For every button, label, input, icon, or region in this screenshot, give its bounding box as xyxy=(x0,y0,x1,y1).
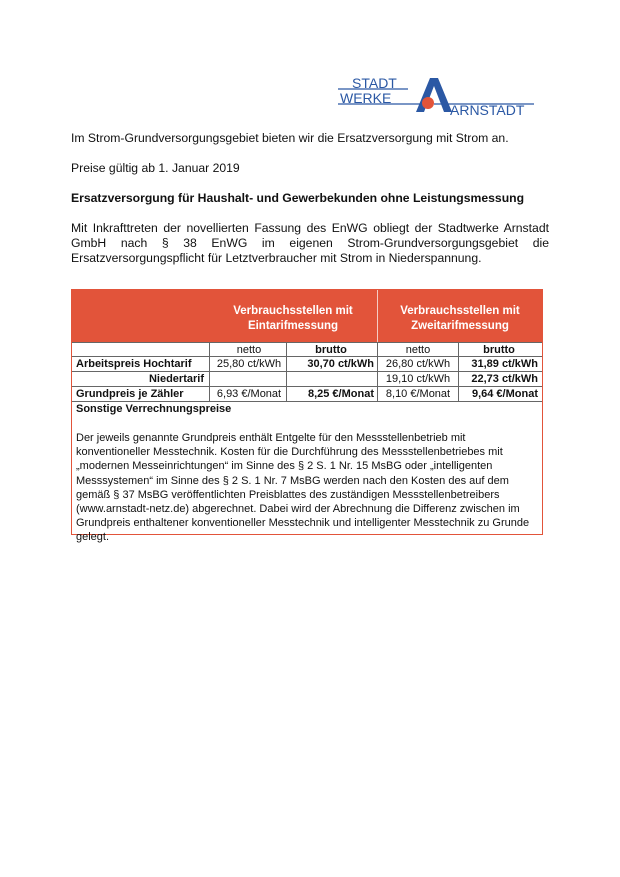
section-heading: Ersatzversorgung für Haushalt- und Gewerbekunden ohne Leistungsmessung xyxy=(71,191,525,205)
table-header xyxy=(72,290,542,342)
price-table xyxy=(71,289,543,544)
value-cell: 8,10 €/Monat xyxy=(385,388,451,400)
column-divider xyxy=(286,342,287,402)
price-note: Der jeweils genannte Grundpreis enthält Entgelte für den Messstellenbetrieb mit konventioneller Messtechnik. Kosten für die Durchführung des Messstellenbetriebes mit „modernen Messeinrichtungen“ im Sinne des § 2 S. 1 Nr. 15 MsBG oder „intelligenten Messsystemen“ im Sinne des § 2 S. 1 Nr. 7 MsBG werden nach den Kosten des auf dem gemäß § 37 MsBG veröffentlichten Preisblattes des zuständigen Messstellenbetreibers (www.arnstadt-netz.de) abgerechnet. Dabei wird der Abrechnung die Differenz zwischen im Grundpreis enthaltener konventioneller Messtechnik und intelligenter Messtechnik zu Grunde gelegt. xyxy=(76,432,530,544)
value-cell: 9,64 €/Monat xyxy=(471,388,538,400)
table-row xyxy=(72,357,542,372)
value-cell: 19,10 ct/kWh xyxy=(385,373,451,385)
column-divider xyxy=(458,342,459,402)
value-cell: 30,70 ct/kWh xyxy=(307,358,374,370)
sub-netto-1: netto xyxy=(236,344,262,356)
sub-netto-2: netto xyxy=(405,344,431,356)
column-divider xyxy=(377,342,378,402)
valid-from-text: Preise gültig ab 1. Januar 2019 xyxy=(71,161,240,175)
intro-text: Im Strom-Grundversorgungsgebiet bieten wir die Ersatzversorgung mit Strom an. xyxy=(71,131,509,145)
sub-brutto-2: brutto xyxy=(483,344,515,356)
logo-text-werke: WERKE xyxy=(340,90,392,106)
subheader-row xyxy=(72,342,542,357)
value-cell: 8,25 €/Monat xyxy=(307,388,374,400)
logo-graphic xyxy=(338,76,534,116)
value-cell: 22,73 ct/kWh xyxy=(471,373,538,385)
table-row xyxy=(72,372,542,387)
stadtwerke-logo xyxy=(338,76,534,116)
other-prices-title: Sonstige Verrechnungspreise xyxy=(76,403,232,415)
row-label: Grundpreis je Zähler xyxy=(76,388,184,400)
row-label: Arbeitspreis Hochtarif xyxy=(76,358,192,370)
description-paragraph: Mit Inkrafttreten der novellierten Fassung des EnWG obliegt der Stadtwerke Arnstadt GmbH nach § 38 EnWG im eigenen Strom-Grundversorgungsgebiet die Ersatzversorgungspflicht für Letztverbraucher mit Strom in Niederspannung. xyxy=(71,221,549,265)
value-cell: 26,80 ct/kWh xyxy=(385,358,451,370)
header-eintarif: Verbrauchsstellen mit Eintarifmessung xyxy=(233,305,353,332)
value-cell xyxy=(288,372,374,386)
value-cell: 25,80 ct/kWh xyxy=(216,358,282,370)
column-divider xyxy=(209,342,210,402)
row-label: Niedertarif xyxy=(148,373,204,385)
sub-brutto-1: brutto xyxy=(315,344,347,356)
logo-text-stadt: STADT xyxy=(352,76,397,91)
table-row xyxy=(72,387,542,402)
header-zweitarif: Verbrauchsstellen mit Zweitarifmessung xyxy=(400,305,520,332)
value-cell xyxy=(212,372,286,386)
value-cell: 31,89 ct/kWh xyxy=(471,358,538,370)
value-cell: 6,93 €/Monat xyxy=(216,388,282,400)
logo-text-arnstadt: ARNSTADT xyxy=(450,102,525,116)
